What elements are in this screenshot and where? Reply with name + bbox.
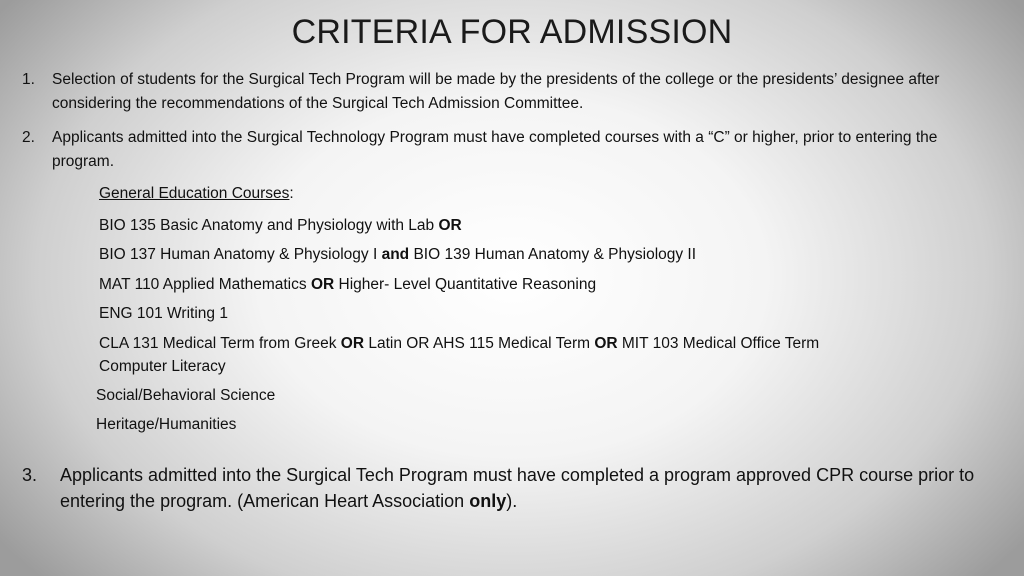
course-social-behavioral: Social/Behavioral Science	[96, 387, 276, 404]
course-computer-literacy: Computer Literacy	[99, 358, 226, 375]
course-text: BIO 139 Human Anatomy & Physiology II	[409, 246, 697, 263]
course-text: BIO 135 Basic Anatomy and Physiology with Lab	[99, 217, 439, 234]
course-text: Higher- Level Quantitative Reasoning	[334, 276, 597, 293]
gen-ed-heading	[99, 183, 294, 205]
gen-ed-heading-colon: :	[289, 185, 294, 202]
item-number: 3.	[22, 465, 38, 485]
item-text-emphasis: only	[469, 491, 507, 511]
course-connector: OR	[594, 335, 618, 352]
course-heritage-humanities: Heritage/Humanities	[96, 416, 237, 433]
item-text-part: Applicants admitted into the Surgical Tech Program must have completed a program approved CPR course prior to entering the program. (American Heart Association	[60, 465, 975, 511]
course-cla-131	[99, 333, 979, 355]
course-bio-135	[99, 215, 979, 237]
item-text: Applicants admitted into the Surgical Technology Program must have completed courses with a “C” or higher, prior to entering the program.	[52, 129, 938, 170]
course-connector: and	[381, 246, 410, 263]
course-connector: OR	[340, 335, 365, 352]
item-text-part: ).	[506, 491, 518, 511]
item-text	[60, 462, 1012, 514]
course-bio-137-139	[99, 244, 979, 266]
course-text: CLA 131 Medical Term from Greek	[99, 335, 341, 352]
slide-title: CRITERIA FOR ADMISSION	[291, 13, 733, 51]
course-connector: OR	[310, 276, 335, 293]
course-mat-110	[99, 274, 979, 296]
course-connector: OR	[438, 217, 462, 234]
gen-ed-heading-text: General Education Courses	[99, 185, 290, 202]
course-text: MIT 103 Medical Office Term	[617, 335, 820, 352]
item-text: Selection of students for the Surgical Tech Program will be made by the presidents of the college or the presidents’ designee after considering the recommendations of the Surgical Tech Admission Committee.	[52, 71, 940, 112]
course-eng-101: ENG 101 Writing 1	[99, 305, 228, 322]
course-text: Latin OR AHS 115 Medical Term	[364, 335, 595, 352]
course-text: MAT 110 Applied Mathematics	[99, 276, 311, 293]
criteria-item-2	[22, 126, 1002, 174]
item-number: 1.	[22, 71, 35, 88]
item-number: 2.	[22, 129, 35, 146]
course-text: BIO 137 Human Anatomy & Physiology I	[99, 246, 382, 263]
criteria-item-1	[22, 68, 1002, 116]
criteria-item-3	[22, 462, 1012, 514]
